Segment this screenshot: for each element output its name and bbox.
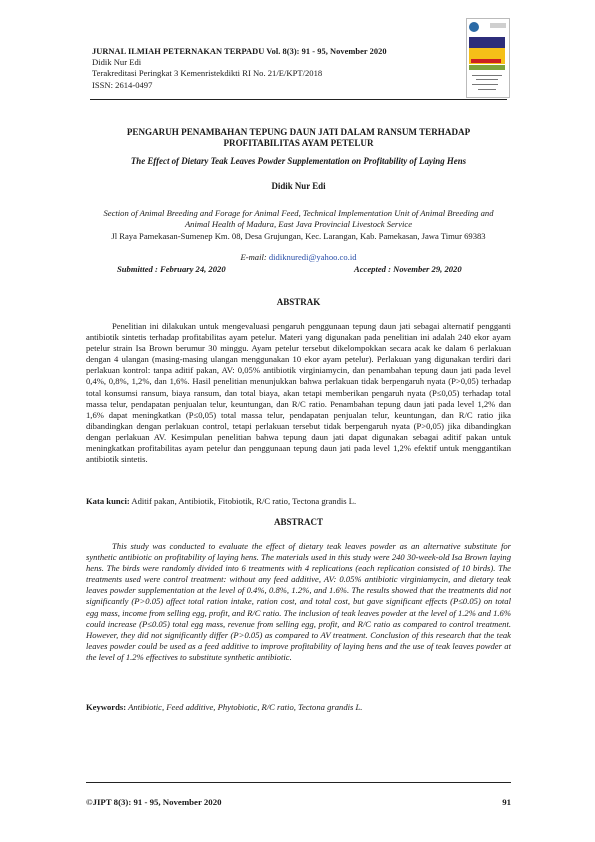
header-author: Didik Nur Edi	[92, 57, 142, 68]
footer-citation: ©JIPT 8(3): 91 - 95, November 2020	[86, 797, 222, 807]
author-affiliation: Section of Animal Breeding and Forage for Animal Feed, Technical Implementation Unit of Animal Breeding and Animal Health of Madura, East Java Provincial Livestock Service	[103, 208, 494, 230]
article-author: Didik Nur Edi	[271, 181, 326, 191]
abstrak-heading: ABSTRAK	[276, 297, 321, 307]
abstrak-text: Penelitian ini dilakukan untuk mengevaluasi pengaruh penggunaan tepung daun jati sebagai alternatif pengganti antibiotik sintetis terhadap profitabilitas ayam petelur. Materi yang digunakan pada penelitian ini adalah 240 ekor ayam petelur strain Isa Brown berumur 30 minggu. Ayam petelur tersebut dikelompokkan secara acak ke dalam 6 perlakuan dengan 4 ulangan (masing-masing ulangan menggunakan 10 ekor ayam petelur). Perlakuan yang digunakan terdiri dari perlakuan kontrol: tanpa aditif pakan, AV: 0,05% antibiotik virginiamycin, dan penambahan tepung daun jati pada level 0,4%, 0,8%, 1,2%, dan 1,6%. Hasil penelitian menunjukkan bahwa perlakuan tidak berpengaruh nyata (P>0,05) terhadap total konsumsi ransum, biaya ransum, dan total biaya, akan tetapi memberikan pengaruh nyata (P≤0,05) terhadap total massa telur, pendapatan penjualan telur, keuntungan, dan R/C ratio. Penambahan tepung daun jati pada level 1,2% dan 1,6% dapat meningkatkan (P≤0,05) total massa telur, pendapatan penjualan telur, keuntungan, dan R/C ratio jika dibandingkan dengan perlakuan control, tetapi perlakuan tersebut tidak berpengaruh nyata (P>0,05) jika dibandingkan dengan perlakuan AV. Kesimpulan penelitian bahwa tepung daun jati dapat digunakan sebagai aditif pakan untuk meningkatkan profitabilitas ayam petelur dan penggunaan tepung daun jati pada level 1,2% efektif untuk menggantikan antibiotik sintetis.	[86, 321, 511, 465]
kata-kunci-label: Kata kunci:	[86, 496, 130, 506]
keywords-terms: Antibiotic, Feed additive, Phytobiotic, R/C ratio, Tectona grandis L.	[126, 702, 363, 712]
page-footer	[86, 797, 511, 807]
university-logo-icon	[469, 22, 479, 32]
journal-cover-thumbnail	[466, 18, 510, 98]
keywords	[86, 702, 511, 712]
kata-kunci	[86, 496, 511, 506]
issn-line: ISSN: 2614-0497	[92, 79, 153, 90]
submitted-date: Submitted : February 24, 2020	[117, 264, 226, 274]
article-title: PENGARUH PENAMBAHAN TEPUNG DAUN JATI DALAM RANSUM TERHADAP PROFITABILITAS AYAM PETELUR	[126, 127, 471, 148]
author-address: Jl Raya Pamekasan-Sumenep Km. 08, Desa Grujungan, Kec. Larangan, Kab. Pamekasan, Jawa Timur 69383	[111, 231, 486, 241]
email-label: E-mail:	[240, 252, 269, 262]
article-dates	[117, 264, 487, 274]
header-divider	[90, 99, 507, 100]
abstract-text: This study was conducted to evaluate the effect of dietary teak leaves powder as an alternative substitute for synthetic antibiotic on profitability of laying hens. The materials used in this study were 240 30-week-old Isa Brown laying hens. The birds were randomly divided into 6 treatments with 4 replications (each replication consisted of 10 birds). The treatments used were control treatment: without any feed additive, AV: 0.05% antibiotic virginiamycin, and dietary teak leaves powder supplementation at the level of 0.4%, 0.8%, 1.2%, and 1.6%. The results showed that the treatments did not significantly (P>0.05) affect total ration intake, ration cost, and total cost, but gave significant effects (P≤0.05) on total egg mass, income from selling egg, profit, and R/C ratio. The inclusion of teak leaves powder at the level of 1.2% and 1.6% could increase (P≤0.05) total egg mass, revenue from selling egg, profit, and R/C ratio as compared to control treatment. However, they did not significantly differ (P>0.05) as compared to AV treatment. Conclusion of this research that the teak leaves powder could be used as a feed additive to improve profitability of laying hens and the use of teak leaves powder at the level of 1.2% effectives to substitute synthetic antibiotic.	[86, 541, 511, 662]
article-title-english: The Effect of Dietary Teak Leaves Powder Supplementation on Profitability of Laying Hens	[130, 156, 467, 166]
author-email	[96, 252, 501, 262]
email-link[interactable]: didiknuredi@yahoo.co.id	[268, 252, 357, 262]
accepted-date: Accepted : November 29, 2020	[354, 264, 462, 274]
journal-title: JURNAL ILMIAH PETERNAKAN TERPADU Vol. 8(3): 91 - 95, November 2020	[92, 47, 387, 56]
page-number: 91	[502, 797, 511, 807]
keywords-label: Keywords:	[86, 702, 127, 712]
kata-kunci-terms: Aditif pakan, Antibiotik, Fitobiotik, R/C ratio, Tectona grandis L.	[129, 496, 357, 506]
abstract-heading: ABSTRACT	[273, 517, 323, 527]
footer-divider	[86, 782, 511, 783]
journal-header	[92, 46, 462, 91]
accreditation-line: Terakreditasi Peringkat 3 Kemenristekdikti RI No. 21/E/KPT/2018	[92, 68, 323, 79]
